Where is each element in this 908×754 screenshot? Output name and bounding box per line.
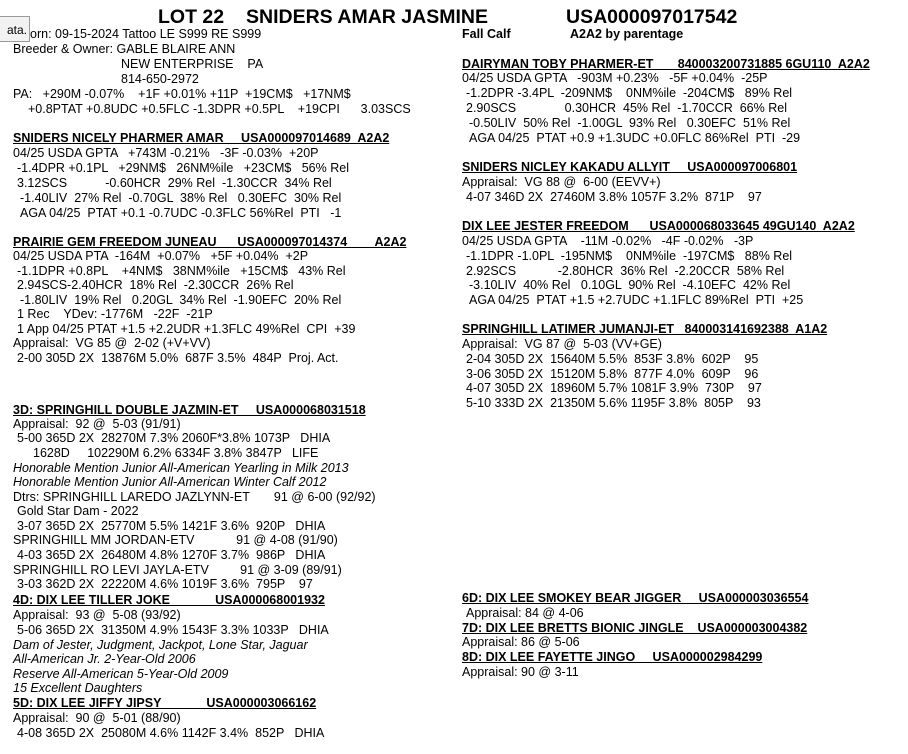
3d-line: SPRINGHILL RO LEVI JAYLA-ETV 91 @ 3-09 (89/91): [13, 563, 342, 577]
breeder-owner: Breeder & Owner: GABLE BLAIRE ANN: [13, 42, 236, 56]
3d-line: Appraisal: 92 @ 5-03 (91/91): [13, 417, 181, 431]
a2a2-label: A2A2 by parentage: [570, 27, 684, 41]
sire-of-dam-line: AGA 04/25 PTAT +1.5 +2.7UDC +1.1FLC 89%Rel PTI +25: [469, 293, 804, 307]
sire-line: -1.40LIV 27% Rel -0.70GL 38% Rel 0.30EFC 30% Rel: [20, 191, 342, 205]
sire-line: AGA 04/25 PTAT +0.1 -0.7UDC -0.3FLC 56%Rel PTI -1: [20, 206, 342, 220]
dam-line: 04/25 USDA PTA -164M +0.07% +5F +0.04% +2P: [13, 249, 309, 263]
breeder-location: NEW ENTERPRISE PA: [121, 57, 264, 71]
dam-of-dam-line: 2-04 305D 2X 15640M 5.5% 853F 3.8% 602P 95: [466, 352, 759, 366]
3d-line: 3-07 365D 2X 25770M 5.5% 1421F 3.6% 920P DHIA: [17, 519, 326, 533]
3d-line: 4-03 365D 2X 26480M 4.8% 1270F 3.7% 986P DHIA: [17, 548, 326, 562]
5d-line: 4-08 365D 2X 25080M 4.6% 1142F 3.4% 852P DHIA: [17, 726, 325, 740]
4d-note: All-American Jr. 2-Year-Old 2006: [13, 652, 196, 666]
sire-of-dam-heading: DIX LEE JESTER FREEDOM USA000068033645 49GU140 A2A2: [462, 219, 855, 233]
sire-line: -1.4DPR +0.1PL +29NM$ 26NM%ile +23CM$ 56% Rel: [17, 161, 349, 175]
sire-line: 04/25 USDA GPTA +743M -0.21% -3F -0.03% +20P: [13, 146, 319, 160]
4d-heading: 4D: DIX LEE TILLER JOKE USA000068001932: [13, 593, 325, 607]
3d-heading: 3D: SPRINGHILL DOUBLE JAZMIN-ET USA000068031518: [13, 403, 366, 417]
6d-heading: 6D: DIX LEE SMOKEY BEAR JIGGER USA000003036554: [462, 591, 809, 605]
7d-line: Appraisal: 86 @ 5-06: [462, 635, 580, 649]
sire-of-dam-line: -3.10LIV 40% Rel 0.10GL 90% Rel -4.10EFC 42% Rel: [469, 278, 791, 292]
dam-line: 2.94SCS-2.40HCR 18% Rel -2.30CCR 26% Rel: [17, 278, 294, 292]
dam-of-sire-line: 4-07 346D 2X 27460M 3.8% 1057F 3.2% 871P 97: [466, 190, 762, 204]
pa-line-1: PA: +290M -0.07% +1F +0.01% +11P +19CM$ +17NM$: [13, 87, 351, 101]
3d-line: SPRINGHILL MM JORDAN-ETV 91 @ 4-08 (91/90): [13, 533, 338, 547]
dam-of-sire-heading: SNIDERS NICLEY KAKADU ALLYIT USA000097006801: [462, 160, 798, 174]
4d-note: Reserve All-American 5-Year-Old 2009: [13, 667, 229, 681]
4d-note: Dam of Jester, Judgment, Jackpot, Lone Star, Jaguar: [13, 638, 308, 652]
dam-of-sire-line: Appraisal: VG 88 @ 6-00 (EEVV+): [462, 175, 661, 189]
dam-of-dam-heading: SPRINGHILL LATIMER JUMANJI-ET 840003141692388 A1A2: [462, 322, 828, 336]
dam-of-dam-line: Appraisal: VG 87 @ 5-03 (VV+GE): [462, 337, 662, 351]
dam-line: -1.80LIV 19% Rel 0.20GL 34% Rel -1.90EFC 20% Rel: [20, 293, 342, 307]
sire-of-dam-line: 2.92SCS -2.80HCR 36% Rel -2.20CCR 58% Rel: [466, 264, 785, 278]
dam-of-dam-line: 3-06 305D 2X 15120M 5.8% 877F 4.0% 609P 96: [466, 367, 759, 381]
3d-award: Honorable Mention Junior All-American Winter Calf 2012: [13, 475, 327, 489]
3d-line: 1628D 102290M 6.2% 6334F 3.8% 3847P LIFE: [33, 446, 319, 460]
7d-heading: 7D: DIX LEE BRETTS BIONIC JINGLE USA000003004382: [462, 621, 808, 635]
3d-line: 5-00 365D 2X 28270M 7.3% 2060F*3.8% 1073P DHIA: [17, 431, 331, 445]
tooltip: ata.: [0, 16, 30, 42]
dam-of-dam-line: 5-10 333D 2X 21350M 5.6% 1195F 3.8% 805P 93: [466, 396, 761, 410]
pa-line-2: +0.8PTAT +0.8UDC +0.5FLC -1.3DPR +0.5PL +19CPI 3.03SCS: [28, 102, 411, 116]
birth-info: orn: 09-15-2024 Tattoo LE S999 RE S999: [30, 27, 262, 41]
dam-line: 1 App 04/25 PTAT +1.5 +2.2UDR +1.3FLC 49%Rel CPI +39: [17, 322, 356, 336]
3d-line: 3-03 362D 2X 22220M 4.6% 1019F 3.6% 795P 97: [17, 577, 313, 591]
sire-line: 3.12SCS -0.60HCR 29% Rel -1.30CCR 34% Rel: [17, 176, 332, 190]
dam-line: Appraisal: VG 85 @ 2-02 (+V+VV): [13, 336, 211, 350]
registration-number: USA000097017542: [566, 6, 738, 28]
dam-line: -1.1DPR +0.8PL +4NM$ 38NM%ile +15CM$ 43% Rel: [17, 264, 346, 278]
sire-of-sire-line: -0.50LIV 50% Rel -1.00GL 93% Rel 0.30EFC 51% Rel: [469, 116, 791, 130]
sire-of-sire-line: 04/25 USDA GPTA -903M +0.23% -5F +0.04% -25P: [462, 71, 768, 85]
sire-of-dam-line: -1.1DPR -1.0PL -195NM$ 0NM%ile -197CM$ 88% Rel: [466, 249, 793, 263]
sire-heading: SNIDERS NICELY PHARMER AMAR USA000097014689 A2A2: [13, 131, 390, 145]
dam-line: 2-00 305D 2X 13876M 5.0% 687F 3.5% 484P Proj. Act.: [17, 351, 339, 365]
6d-line: Appraisal: 84 @ 4-06: [466, 606, 584, 620]
dam-line: 1 Rec YDev: -1776M -22F -21P: [17, 307, 213, 321]
3d-line: Dtrs: SPRINGHILL LAREDO JAZLYNN-ET 91 @ 6-00 (92/92): [13, 490, 376, 504]
dam-heading: PRAIRIE GEM FREEDOM JUNEAU USA000097014374 A2A2: [13, 235, 407, 249]
3d-award: Honorable Mention Junior All-American Yearling in Milk 2013: [13, 461, 349, 475]
animal-name: SNIDERS AMAR JASMINE: [246, 6, 488, 28]
5d-line: Appraisal: 90 @ 5-01 (88/90): [13, 711, 181, 725]
sire-of-sire-line: AGA 04/25 PTAT +0.9 +1.3UDC +0.0FLC 86%Rel PTI -29: [469, 131, 801, 145]
8d-heading: 8D: DIX LEE FAYETTE JINGO USA000002984299: [462, 650, 763, 664]
dam-of-dam-line: 4-07 305D 2X 18960M 5.7% 1081F 3.9% 730P 97: [466, 381, 762, 395]
fall-calf-label: Fall Calf: [462, 27, 511, 41]
lot-number: LOT 22: [158, 6, 225, 28]
4d-note: 15 Excellent Daughters: [13, 681, 143, 695]
3d-line: Gold Star Dam - 2022: [17, 504, 139, 518]
4d-line: 5-06 365D 2X 31350M 4.9% 1543F 3.3% 1033P DHIA: [17, 623, 329, 637]
sire-of-sire-line: -1.2DPR -3.4PL -209NM$ 0NM%ile -204CM$ 89% Rel: [466, 86, 793, 100]
sire-of-sire-line: 2.90SCS 0.30HCR 45% Rel -1.70CCR 66% Rel: [466, 101, 787, 115]
breeder-phone: 814-650-2972: [121, 72, 199, 86]
5d-heading: 5D: DIX LEE JIFFY JIPSY USA000003066162: [13, 696, 317, 710]
sire-of-sire-heading: DAIRYMAN TOBY PHARMER-ET 840003200731885 6GU110 A2A2: [462, 57, 870, 71]
8d-line: Appraisal: 90 @ 3-11: [462, 665, 579, 679]
4d-line: Appraisal: 93 @ 5-08 (93/92): [13, 608, 181, 622]
sire-of-dam-line: 04/25 USDA GPTA -11M -0.02% -4F -0.02% -3P: [462, 234, 754, 248]
